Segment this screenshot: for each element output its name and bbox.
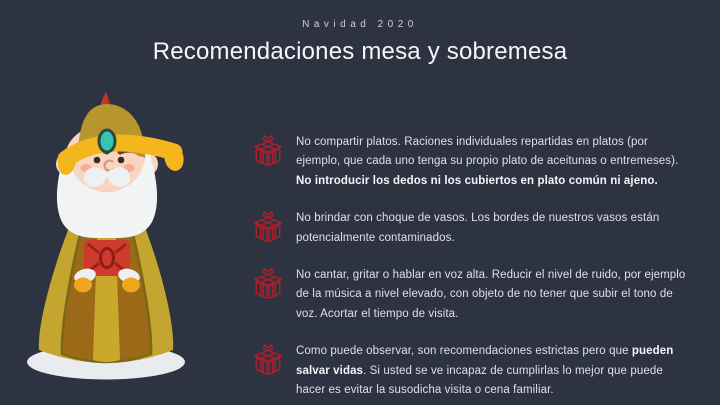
recommendation-text: No cantar, gritar o hablar en voz alta. Reducir el nivel de ruido, por ejemplo de la música a nivel elevado, con objeto de no tener que subir el tono de voz. Acortar el tiempo de visita. <box>296 269 686 320</box>
wise-man-illustration <box>0 86 212 396</box>
gift-icon <box>252 210 284 244</box>
gift-icon <box>252 267 284 301</box>
recommendation-item <box>252 342 695 400</box>
kicker-text: Navidad 2020 <box>302 19 418 30</box>
gift-icon <box>252 134 284 168</box>
recommendation-item <box>252 209 695 248</box>
page-title: Recomendaciones mesa y sobremesa <box>152 38 568 65</box>
recommendation-item <box>252 133 695 191</box>
recommendation-text: No brindar con choque de vasos. Los bordes de nuestros vasos están potencialmente contaminados. <box>296 212 660 244</box>
recommendation-text: Como puede observar, son recomendaciones estrictas pero que pueden salvar vidas. Si usted se ve incapaz de cumplirlas lo mejor que puede hacer es evitar la susodicha visita o cena familiar. <box>296 345 674 397</box>
gift-icon <box>252 343 284 377</box>
recommendation-text: No compartir platos. Raciones individuales repartidas en platos (por ejemplo, que cada uno tenga su propio plato de aceitunas o entremeses). No introducir los dedos ni los cubiertos en plato común ni ajeno. <box>296 136 679 187</box>
recommendation-item <box>252 266 695 324</box>
recommendations-list <box>252 133 695 400</box>
slide-header <box>0 19 720 66</box>
